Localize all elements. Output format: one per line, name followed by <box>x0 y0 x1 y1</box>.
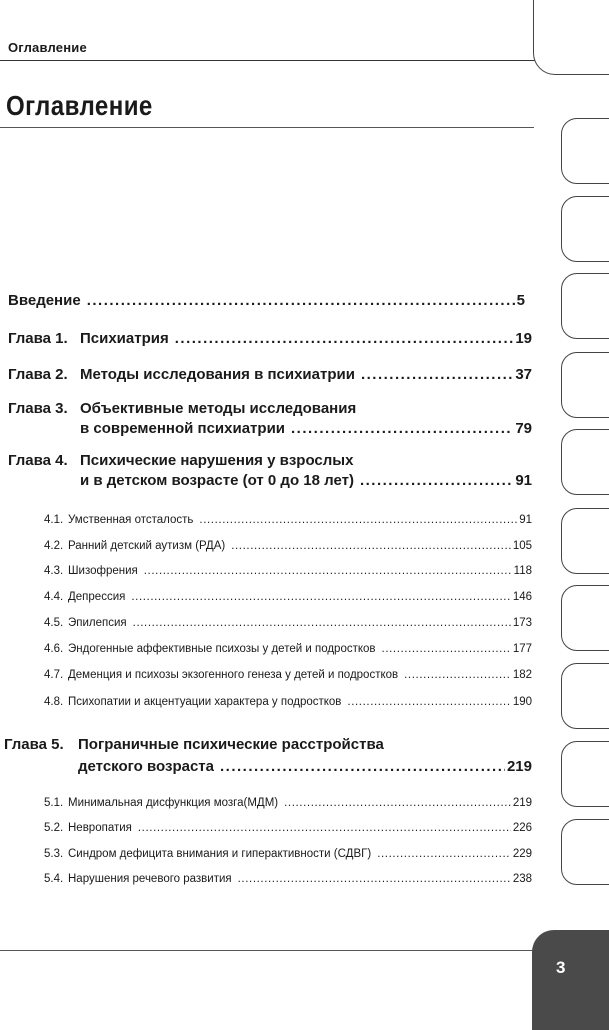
toc-page-number: 182 <box>512 669 532 681</box>
toc-section-label: 4.4. <box>44 591 64 603</box>
leader-dots <box>382 643 511 655</box>
toc-entry-title: Минимальная дисфункция мозга(МДМ) <box>68 797 279 809</box>
toc-entry-title: Эндогенные аффективные психозы у детей и подростков <box>68 643 376 655</box>
header-divider <box>0 60 568 61</box>
leader-dots <box>291 420 513 437</box>
leader-dots <box>220 758 505 775</box>
toc-page-number: 91 <box>519 514 532 526</box>
leader-dots <box>404 669 511 681</box>
toc-subentry-4-2[interactable] <box>44 540 532 552</box>
toc-page-number: 19 <box>515 330 532 347</box>
toc-page-number: 226 <box>512 822 532 834</box>
toc-entry-title-continued: в современной психиатрии <box>80 420 286 437</box>
leader-dots <box>231 540 511 552</box>
toc-subentry-5-2[interactable] <box>44 822 532 834</box>
toc-page-number: 105 <box>512 540 532 552</box>
toc-entry-title: Невропатия <box>68 822 132 834</box>
toc-page-number: 146 <box>512 591 532 603</box>
toc-page-number: 219 <box>506 758 532 775</box>
toc-chapter-label: Глава 2. <box>8 366 68 383</box>
toc-section-label: 4.8. <box>44 696 64 708</box>
leader-dots <box>360 472 513 489</box>
thumb-index-tab <box>561 118 609 184</box>
leader-dots <box>238 873 511 885</box>
leader-dots <box>131 591 510 603</box>
toc-entry-line <box>8 400 356 417</box>
thumb-index-tab <box>561 663 609 729</box>
running-head: Оглавление <box>8 40 87 55</box>
thumb-index-tab <box>561 741 609 807</box>
page-title: Оглавление <box>6 90 153 121</box>
toc-section-label: 4.1. <box>44 514 64 526</box>
toc-page-number: 5 <box>516 292 525 309</box>
toc-section-label: 5.4. <box>44 873 64 885</box>
toc-entry-title-continued: детского возраста <box>78 758 214 775</box>
toc-entry-title: Эпилепсия <box>68 617 127 629</box>
toc-section-label: 4.7. <box>44 669 64 681</box>
toc-page-number: 37 <box>515 366 532 383</box>
toc-page-number: 118 <box>513 565 532 577</box>
toc-subentry-4-3[interactable] <box>44 565 532 577</box>
toc-entry-line <box>80 420 532 437</box>
page-number: 3 <box>556 958 566 977</box>
toc-section-label: 5.2. <box>44 822 64 834</box>
toc-entry-line <box>8 452 353 469</box>
leader-dots <box>138 822 511 834</box>
toc-subentry-4-5[interactable] <box>44 617 532 629</box>
footer-divider <box>0 950 545 951</box>
title-divider <box>0 127 534 128</box>
toc-entry-title: Деменция и психозы экзогенного генеза у детей и подростков <box>68 669 399 681</box>
toc-page-number: 219 <box>512 797 532 809</box>
thumb-index-tab <box>561 508 609 574</box>
leader-dots <box>284 797 511 809</box>
leader-dots <box>361 366 513 383</box>
toc-section-label: 5.1. <box>44 797 64 809</box>
thumb-index-tab <box>561 352 609 418</box>
toc-page-number: 190 <box>512 696 532 708</box>
toc-subentry-4-6[interactable] <box>44 643 532 655</box>
toc-entry-title-continued: и в детском возрасте (от 0 до 18 лет) <box>80 472 354 489</box>
toc-subentry-5-3[interactable] <box>44 848 532 860</box>
toc-section-label: 4.6. <box>44 643 64 655</box>
toc-entry-line <box>80 472 532 489</box>
toc-subentry-4-4[interactable] <box>44 591 532 603</box>
toc-subentry-5-1[interactable] <box>44 797 532 809</box>
thumb-index-tab <box>561 196 609 262</box>
toc-page-number: 177 <box>512 643 532 655</box>
leader-dots <box>87 292 515 309</box>
toc-entry-title: Ранний детский аутизм (РДА) <box>68 540 226 552</box>
toc-page-number: 79 <box>515 420 532 437</box>
thumb-index-tab-top <box>533 0 609 75</box>
thumb-index-tab <box>561 585 609 651</box>
toc-entry-title: Депрессия <box>68 591 126 603</box>
toc-subentry-4-8[interactable] <box>44 696 532 708</box>
toc-entry-title: Пограничные психические расстройства <box>78 736 384 753</box>
toc-subentry-4-1[interactable] <box>44 514 532 526</box>
toc-section-label: 4.2. <box>44 540 64 552</box>
toc-entry-title: Умственная отсталость <box>68 514 194 526</box>
toc-entry-intro[interactable] <box>8 292 525 309</box>
thumb-index-tab <box>561 429 609 495</box>
toc-entry-line <box>78 758 532 775</box>
toc-entry-title: Психопатии и акцентуации характера у подростков <box>68 696 342 708</box>
toc-entry-chapter-1[interactable] <box>8 330 532 347</box>
toc-chapter-label: Глава 1. <box>8 330 68 347</box>
toc-entry-title: Психические нарушения у взрослых <box>80 452 354 469</box>
thumb-index-tab <box>561 819 609 885</box>
toc-page-number: 229 <box>512 848 532 860</box>
page-number-tab <box>532 930 609 1030</box>
thumb-index-tab <box>561 273 609 339</box>
toc-section-label: 5.3. <box>44 848 64 860</box>
toc-entry-line <box>4 736 384 753</box>
leader-dots <box>199 514 517 526</box>
toc-subentry-5-4[interactable] <box>44 873 532 885</box>
toc-page-number: 173 <box>512 617 532 629</box>
toc-entry-title: Синдром дефицита внимания и гиперактивности (СДВГ) <box>68 848 372 860</box>
toc-entry-chapter-2[interactable] <box>8 366 532 383</box>
leader-dots <box>377 848 511 860</box>
toc-chapter-label: Глава 5. <box>4 736 64 753</box>
toc-entry-title: Объективные методы исследования <box>80 400 357 417</box>
toc-section-label: 4.5. <box>44 617 64 629</box>
toc-section-label: 4.3. <box>44 565 64 577</box>
leader-dots <box>347 696 510 708</box>
leader-dots <box>175 330 514 347</box>
toc-chapter-label: Глава 3. <box>8 400 68 417</box>
toc-entry-title: Шизофрения <box>68 565 138 577</box>
leader-dots <box>144 565 512 577</box>
toc-page-number: 91 <box>515 472 532 489</box>
toc-subentry-4-7[interactable] <box>44 669 532 681</box>
toc-entry-title: Введение <box>8 292 81 309</box>
toc-entry-title: Нарушения речевого развития <box>68 873 232 885</box>
toc-chapter-label: Глава 4. <box>8 452 68 469</box>
toc-entry-title: Психиатрия <box>80 330 169 347</box>
toc-page-number: 238 <box>512 873 532 885</box>
leader-dots <box>133 617 511 629</box>
toc-entry-title: Методы исследования в психиатрии <box>80 366 355 383</box>
